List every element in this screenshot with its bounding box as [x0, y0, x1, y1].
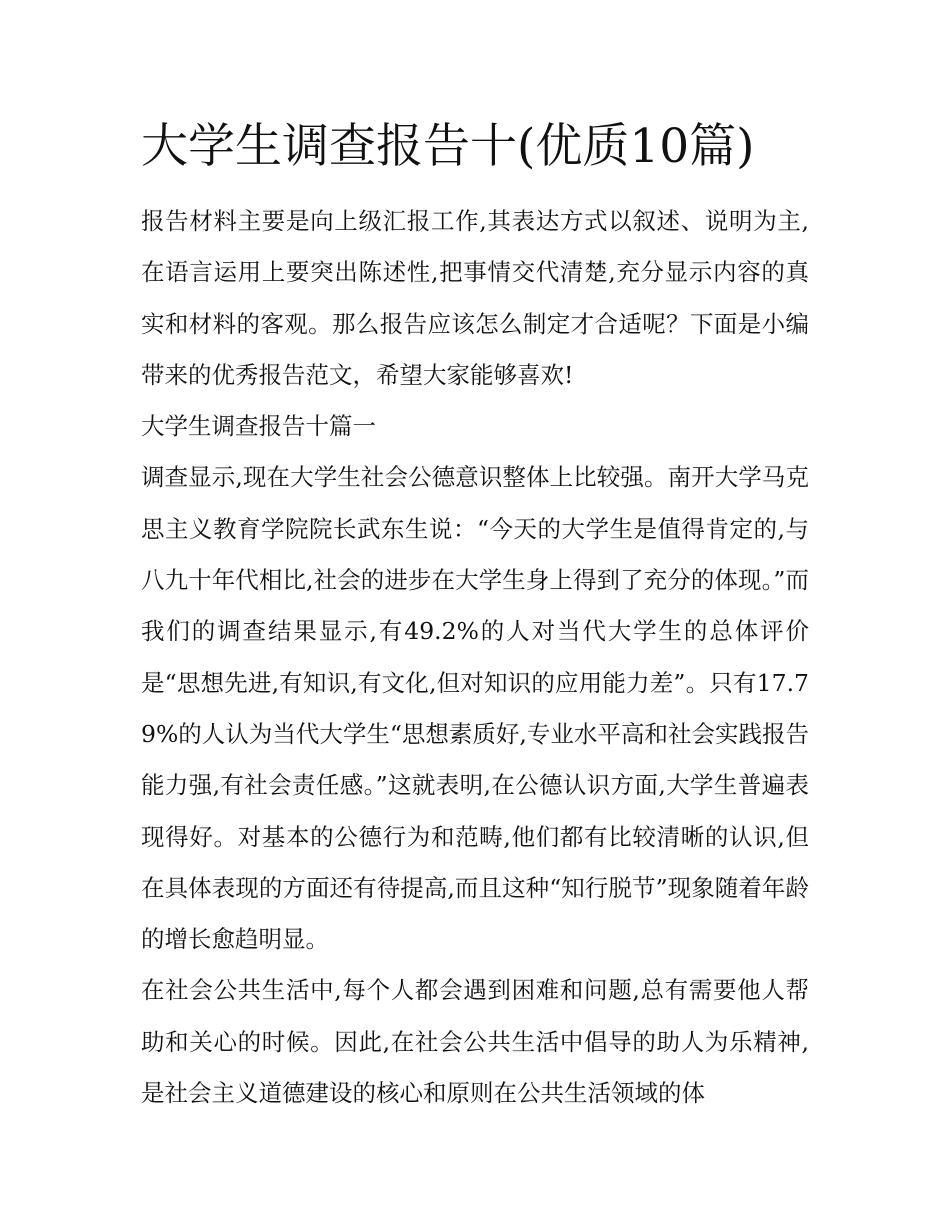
intro-paragraph: 报告材料主要是向上级汇报工作,其表达方式以叙述、说明为主,在语言运用上要突出陈述性,把事情交代清楚,充分显示内容的真实和材料的客观。那么报告应该怎么制定才合适呢？下面是小编带来的优秀报告范文，希望大家能够喜欢! [141, 207, 809, 389]
document-title: 大学生调查报告十(优质10篇) [141, 119, 755, 174]
document-body [141, 196, 809, 1119]
body-paragraph-2: 在社会公共生活中,每个人都会遇到困难和问题,总有需要他人帮助和关心的时候。因此,在社会公共生活中倡导的助人为乐精神,是社会主义道德建设的核心和原则在公共生活领域的体 [141, 976, 809, 1108]
section-heading: 大学生调查报告十篇一 [141, 412, 376, 441]
body-paragraph-1: 调查显示,现在大学生社会公德意识整体上比较强。南开大学马克思主义教育学院院长武东生说：“今天的大学生是值得肯定的,与八九十年代相比,社会的进步在大学生身上得到了充分的体现。”而我们的调查结果显示,有49.2%的人对当代大学生的总体评价是“思想先进,有知识,有文化,但对知识的应用能力差”。只有17.79%的人认为当代大学生“思想素质好,专业水平高和社会实践报告能力强,有社会责任感。”这就表明,在公德认识方面,大学生普遍表现得好。对基本的公德行为和范畴,他们都有比较清晰的认识,但在具体表现的方面还有待提高,而且这种“知行脱节”现象随着年龄的增长愈趋明显。 [141, 463, 809, 954]
